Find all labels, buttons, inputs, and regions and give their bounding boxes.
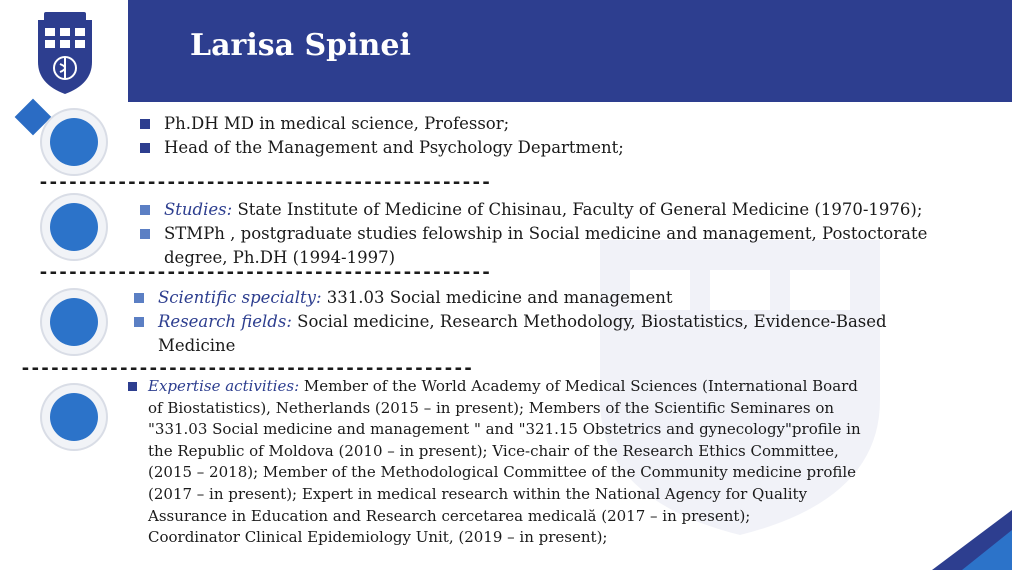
square-bullet-icon: [134, 293, 144, 303]
separator: ----------------------------------------------: [38, 262, 491, 283]
team-meeting-icon: [42, 385, 106, 449]
list-item: Scientific specialty: 331.03 Social medicine and management: [134, 286, 934, 310]
section-position: [140, 112, 624, 160]
list-item: Expertise activities: Member of the World Academy of Medical Sciences (International Board: [128, 376, 928, 398]
list-item: Research fields: Social medicine, Research Methodology, Biostatistics, Evidence-Based Medicine: [134, 310, 934, 358]
team-meeting-icon: [42, 195, 106, 259]
separator: ----------------------------------------------: [20, 358, 473, 379]
square-bullet-icon: [140, 119, 150, 129]
square-bullet-icon: [140, 143, 150, 153]
team-people-icon: [42, 290, 106, 354]
corner-decoration-icon: [902, 510, 1012, 570]
square-bullet-icon: [140, 229, 150, 239]
section-specialty: [134, 286, 934, 358]
team-meeting-icon: [42, 110, 106, 174]
square-bullet-icon: [140, 205, 150, 215]
list-item: Head of the Management and Psychology Department;: [140, 136, 624, 160]
university-logo: [34, 10, 96, 96]
separator: ----------------------------------------------: [38, 172, 491, 193]
section-studies: [140, 198, 1000, 270]
list-item: Studies: State Institute of Medicine of Chisinau, Faculty of General Medicine (1970-1976);: [140, 198, 1000, 222]
section-expertise: [128, 376, 928, 549]
list-item: Ph.DH MD in medical science, Professor;: [140, 112, 624, 136]
expertise-continuation: of Biostatistics), Netherlands (2015 – in present); Members of the Scientific Seminares on "331.03 Social medicine and management " and "321.15 Obstetrics and gynecology"profile in the Republic of Moldova (2010 – in present); Vice-chair of the Research Ethics Committee, (2015 – 2018); Member of the Methodological Committee of the Community medicine profile (2017 – in present); Expert in medical research within the National Agency for Quality Assurance in Education and Research cercetarea medicală (2017 – in present); Coordinator Clinical Epidemiology Unit, (2019 – in present);: [148, 398, 861, 547]
list-item: STMPh , postgraduate studies felowship in Social medicine and management, Postoctorate degree, Ph.DH (1994-1997): [140, 222, 1000, 270]
page-title: Larisa Spinei: [190, 28, 411, 63]
square-bullet-icon: [128, 382, 137, 391]
square-bullet-icon: [134, 317, 144, 327]
